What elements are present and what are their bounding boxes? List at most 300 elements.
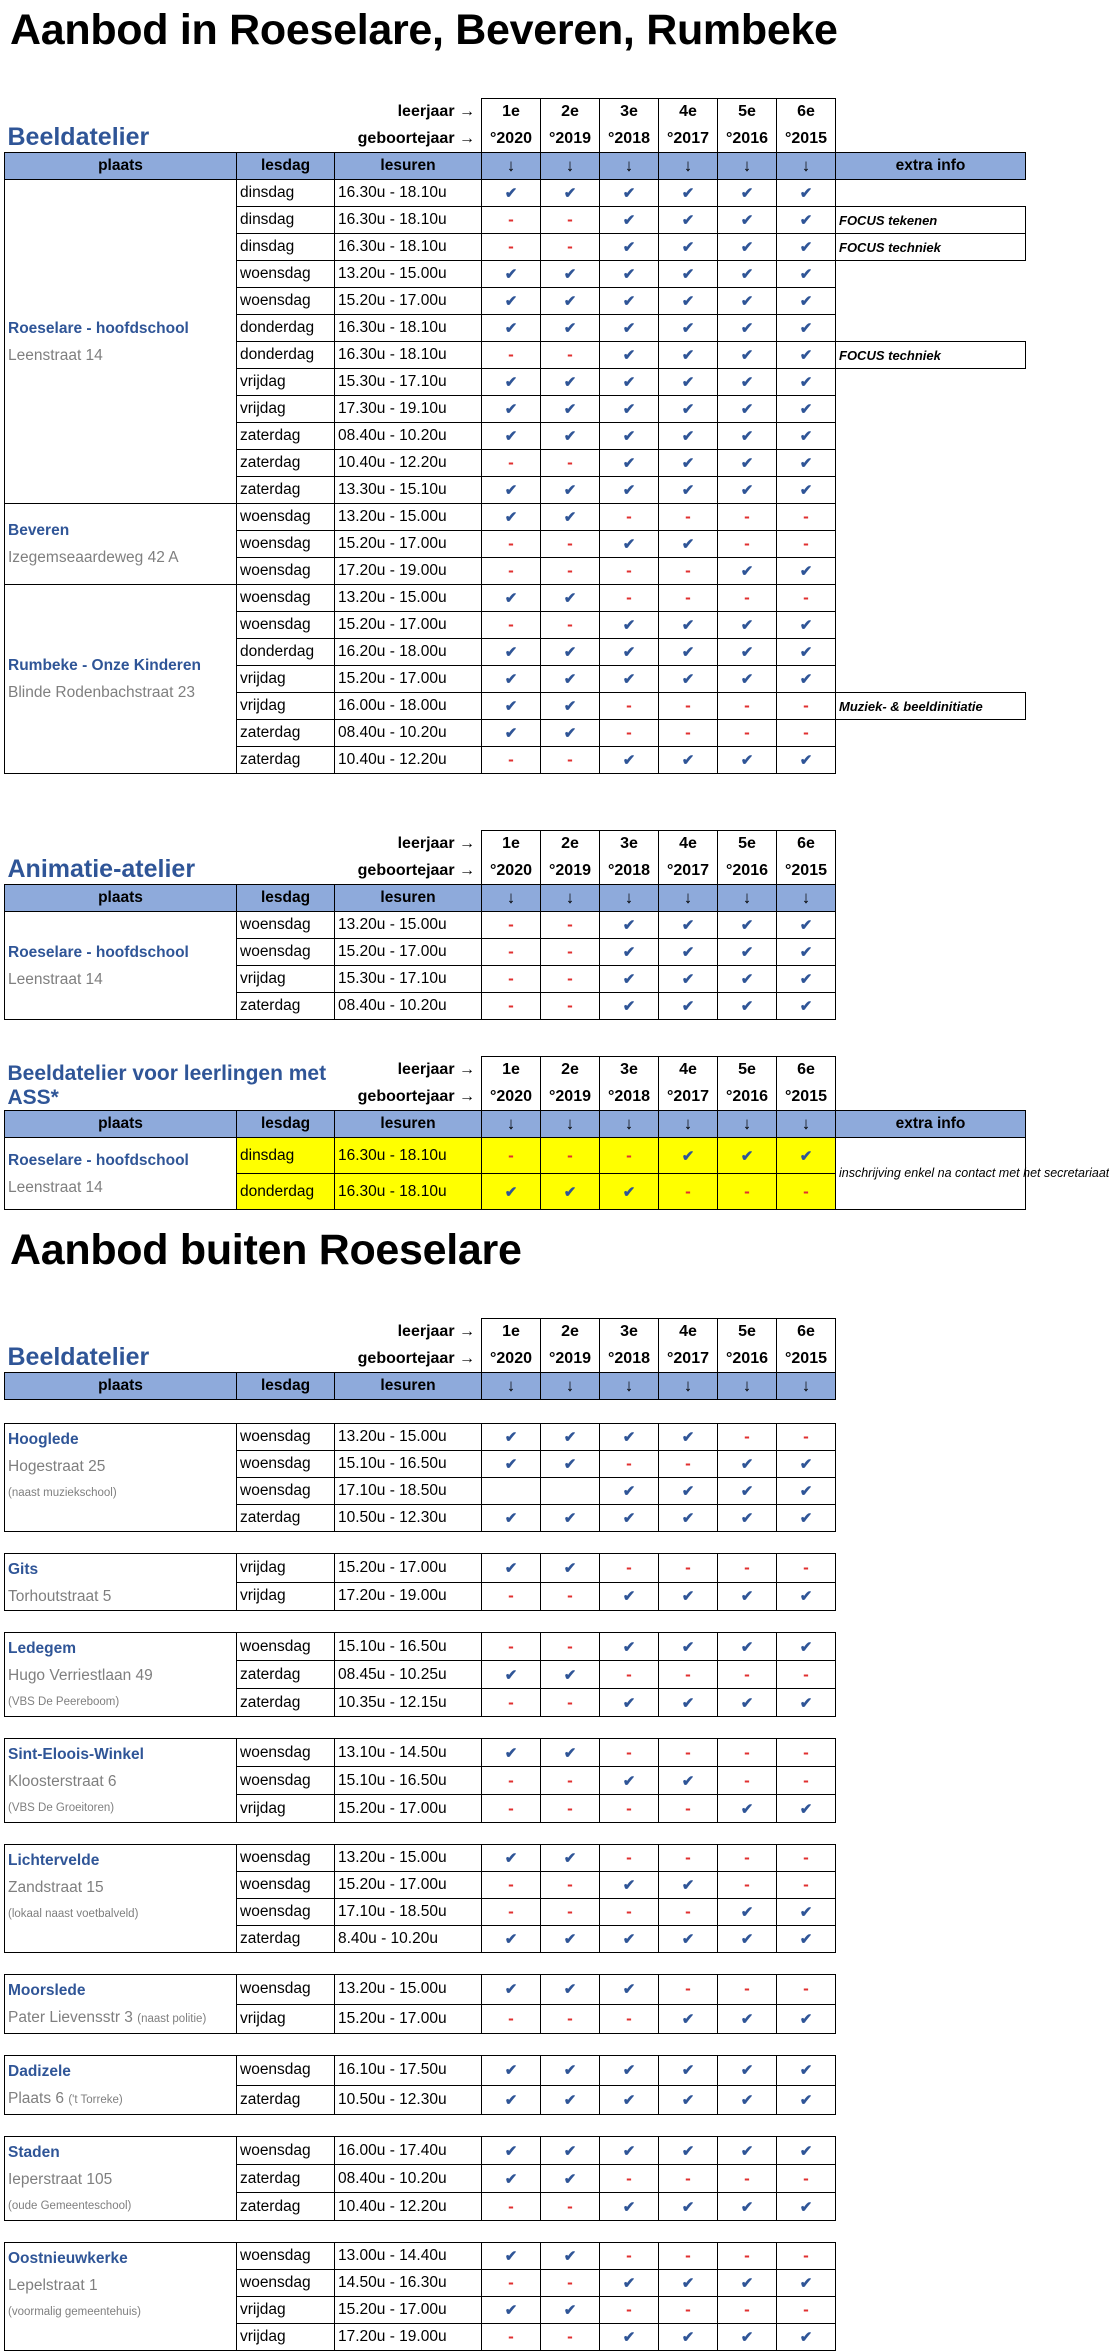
dash-mark: - [777, 693, 836, 720]
col-lesdag: lesdag [237, 885, 335, 912]
spacer [836, 396, 1026, 423]
check-icon: ✔ [659, 1424, 718, 1451]
check-icon: ✔ [541, 1174, 600, 1210]
lesdag-cell: dinsdag [237, 180, 335, 207]
check-icon: ✔ [659, 2193, 718, 2221]
dash-mark: - [482, 939, 541, 966]
spacer [836, 1899, 1026, 1926]
check-icon: ✔ [777, 315, 836, 342]
year-header: 1e [482, 99, 541, 126]
check-icon: ✔ [718, 396, 777, 423]
check-icon: ✔ [659, 1505, 718, 1532]
address-text: Izegemseaardeweg 42 A [8, 549, 179, 566]
birth-year-header: °2016 [718, 1346, 777, 1373]
arrow-down-icon: ↓ [777, 885, 836, 912]
year-header: 6e [777, 831, 836, 858]
lesdag-cell: dinsdag [237, 234, 335, 261]
address-note: (naast politie) [137, 2013, 207, 2025]
check-icon: ✔ [777, 1505, 836, 1532]
spacer [836, 885, 1026, 912]
lesuren-cell: 16.30u - 18.10u [335, 1138, 482, 1174]
year-header: 4e [659, 1057, 718, 1084]
arrow-down-icon: ↓ [482, 885, 541, 912]
location-address [8, 679, 236, 706]
dash-mark: - [600, 1795, 659, 1823]
spacer [836, 720, 1026, 747]
lesuren-cell: 16.00u - 17.40u [335, 2137, 482, 2165]
year-header: 1e [482, 1057, 541, 1084]
dash-mark: - [718, 1661, 777, 1689]
check-icon: ✔ [541, 1926, 600, 1953]
check-icon: ✔ [659, 2085, 718, 2115]
year-header: 6e [777, 1057, 836, 1084]
schedule-row [5, 504, 1026, 531]
check-icon: ✔ [777, 1633, 836, 1661]
schedule-row [5, 1739, 1026, 1767]
check-icon: ✔ [482, 1174, 541, 1210]
schedule-row [5, 2056, 1026, 2086]
dash-mark: - [659, 1899, 718, 1926]
gap [5, 1953, 1026, 1975]
dash-mark: - [541, 2270, 600, 2297]
check-icon: ✔ [718, 315, 777, 342]
check-icon: ✔ [718, 2056, 777, 2086]
lesdag-cell: zaterdag [237, 720, 335, 747]
check-icon: ✔ [659, 966, 718, 993]
check-icon: ✔ [718, 558, 777, 585]
check-icon: ✔ [600, 477, 659, 504]
check-icon: ✔ [482, 369, 541, 396]
dash-mark: - [482, 1767, 541, 1795]
location-cell [5, 2137, 237, 2221]
gap [5, 1611, 1026, 1633]
lesuren-cell: 16.30u - 18.10u [335, 234, 482, 261]
location-cell [5, 912, 237, 1020]
col-lesuren: lesuren [335, 885, 482, 912]
dash-mark: - [600, 2165, 659, 2193]
check-icon: ✔ [482, 2085, 541, 2115]
dash-mark: - [482, 1633, 541, 1661]
schedule-table [4, 830, 1026, 1020]
location-note: (voormalig gemeentehuis) [8, 2306, 141, 2318]
spacer [836, 1872, 1026, 1899]
dash-mark: - [659, 1845, 718, 1872]
check-icon: ✔ [541, 396, 600, 423]
lesuren-cell: 16.30u - 18.10u [335, 315, 482, 342]
check-icon: ✔ [659, 261, 718, 288]
schedule-table [4, 1056, 1109, 1210]
location-cell [5, 2243, 237, 2351]
check-icon: ✔ [777, 1582, 836, 1611]
check-icon: ✔ [600, 2137, 659, 2165]
year-header: 4e [659, 831, 718, 858]
check-icon: ✔ [482, 423, 541, 450]
lesuren-cell: 15.20u - 17.00u [335, 1554, 482, 1583]
location-cell [5, 1739, 237, 1823]
dash-mark: - [541, 1633, 600, 1661]
check-icon: ✔ [482, 585, 541, 612]
spacer [836, 288, 1026, 315]
dash-mark: - [777, 585, 836, 612]
location-name: Roeselare - hoofdschool [8, 1151, 189, 1169]
year-header: 4e [659, 99, 718, 126]
check-icon: ✔ [718, 1795, 777, 1823]
dash-mark: - [718, 1872, 777, 1899]
dash-mark: - [777, 1174, 836, 1210]
spacer [836, 315, 1026, 342]
dash-mark: - [482, 531, 541, 558]
location-cell [5, 1633, 237, 1717]
check-icon: ✔ [600, 2193, 659, 2221]
birth-year-header: °2016 [718, 858, 777, 885]
dash-mark: - [777, 1739, 836, 1767]
lesuren-cell: 8.40u - 10.20u [335, 1926, 482, 1953]
dash-mark: - [541, 207, 600, 234]
dash-mark: - [541, 342, 600, 369]
location-address [8, 1453, 236, 1480]
col-plaats: plaats [5, 1111, 237, 1138]
arrow-down-icon: ↓ [718, 885, 777, 912]
check-icon: ✔ [718, 261, 777, 288]
gap-row [5, 1823, 1026, 1845]
arrow-down-icon: ↓ [659, 153, 718, 180]
check-icon: ✔ [600, 180, 659, 207]
address-text: Kloosterstraat 6 [8, 1773, 117, 1790]
check-icon: ✔ [600, 288, 659, 315]
lesdag-cell: zaterdag [237, 2193, 335, 2221]
dash-mark: - [718, 585, 777, 612]
arrow-down-icon: ↓ [777, 1373, 836, 1400]
arrow-down-icon: ↓ [659, 1373, 718, 1400]
arrow-down-icon: ↓ [600, 885, 659, 912]
gap-row [5, 1611, 1026, 1633]
check-icon: ✔ [482, 288, 541, 315]
year-header: 3e [600, 831, 659, 858]
location-name: Dadizele [8, 2063, 71, 2080]
check-icon: ✔ [482, 693, 541, 720]
lesuren-cell: 13.00u - 14.40u [335, 2243, 482, 2270]
check-icon: ✔ [600, 1174, 659, 1210]
lesuren-cell: 13.20u - 15.00u [335, 261, 482, 288]
gap-row [5, 2115, 1026, 2137]
lesdag-cell: donderdag [237, 342, 335, 369]
check-icon: ✔ [600, 2056, 659, 2086]
check-icon: ✔ [541, 1424, 600, 1451]
lesdag-cell: zaterdag [237, 2165, 335, 2193]
lesdag-cell: donderdag [237, 1174, 335, 1210]
check-icon: ✔ [659, 342, 718, 369]
spacer [836, 558, 1026, 585]
check-icon: ✔ [659, 939, 718, 966]
lesdag-cell: vrijdag [237, 2324, 335, 2351]
gap-row [5, 1717, 1026, 1739]
year-header: 1e [482, 1319, 541, 1346]
dash-mark: - [659, 2243, 718, 2270]
lesuren-cell: 10.35u - 12.15u [335, 1689, 482, 1717]
dash-mark: - [659, 720, 718, 747]
location-address [8, 1583, 236, 1610]
check-icon: ✔ [482, 315, 541, 342]
arrow-down-icon: ↓ [718, 1111, 777, 1138]
spacer [836, 261, 1026, 288]
check-icon: ✔ [541, 423, 600, 450]
year-header: 5e [718, 831, 777, 858]
lesdag-cell: woensdag [237, 1975, 335, 2005]
check-icon: ✔ [541, 1505, 600, 1532]
location-name: Staden [8, 2144, 60, 2161]
check-icon: ✔ [600, 234, 659, 261]
year-header: 1e [482, 831, 541, 858]
check-icon: ✔ [777, 2324, 836, 2351]
dash-mark: - [482, 342, 541, 369]
spacer [836, 2243, 1026, 2270]
year-header: 2e [541, 1057, 600, 1084]
location-address [8, 2166, 236, 2193]
check-icon: ✔ [718, 2324, 777, 2351]
spacer [836, 1739, 1026, 1767]
check-icon: ✔ [600, 342, 659, 369]
lesuren-cell: 15.20u - 17.00u [335, 939, 482, 966]
dash-mark: - [659, 504, 718, 531]
lesdag-cell: woensdag [237, 1633, 335, 1661]
check-icon: ✔ [777, 558, 836, 585]
lesuren-cell: 15.20u - 17.00u [335, 288, 482, 315]
check-icon: ✔ [600, 396, 659, 423]
dash-mark: - [600, 2297, 659, 2324]
check-icon: ✔ [777, 1451, 836, 1478]
spacer [836, 1975, 1026, 2005]
dash-mark: - [600, 1845, 659, 1872]
check-icon: ✔ [659, 315, 718, 342]
dash-mark: - [541, 993, 600, 1020]
lesdag-cell: zaterdag [237, 1689, 335, 1717]
dash-mark: - [659, 2165, 718, 2193]
check-icon: ✔ [718, 423, 777, 450]
lesdag-cell: woensdag [237, 1478, 335, 1505]
lesdag-cell: woensdag [237, 288, 335, 315]
dash-mark: - [541, 1582, 600, 1611]
dash-mark: - [600, 1451, 659, 1478]
location-cell [5, 1138, 237, 1210]
spacer [836, 666, 1026, 693]
birth-year-header: °2019 [541, 126, 600, 153]
check-icon: ✔ [659, 1633, 718, 1661]
check-icon: ✔ [541, 369, 600, 396]
check-icon: ✔ [541, 1739, 600, 1767]
location-name: Sint-Eloois-Winkel [8, 1746, 144, 1763]
lesuren-cell: 15.20u - 17.00u [335, 1872, 482, 1899]
dash-mark: - [659, 2297, 718, 2324]
column-header-row [5, 1111, 1026, 1138]
check-icon: ✔ [777, 342, 836, 369]
lesdag-cell: woensdag [237, 531, 335, 558]
address-text: Ieperstraat 105 [8, 2171, 113, 2188]
spacer [836, 1451, 1026, 1478]
lesdag-cell: woensdag [237, 2243, 335, 2270]
dash-mark: - [777, 504, 836, 531]
dash-mark: - [777, 1424, 836, 1451]
check-icon: ✔ [777, 639, 836, 666]
arrow-down-icon: ↓ [600, 153, 659, 180]
lesuren-cell: 15.20u - 17.00u [335, 666, 482, 693]
gap [5, 2115, 1026, 2137]
arrow-down-icon: ↓ [482, 1373, 541, 1400]
check-icon: ✔ [659, 2324, 718, 2351]
check-icon: ✔ [777, 1926, 836, 1953]
check-icon: ✔ [600, 1582, 659, 1611]
birth-year-header: °2018 [600, 1346, 659, 1373]
dash-mark: - [541, 1767, 600, 1795]
spacer [836, 1505, 1026, 1532]
spacer [836, 2270, 1026, 2297]
dash-mark: - [482, 2324, 541, 2351]
dash-mark: - [718, 693, 777, 720]
arrow-down-icon: ↓ [777, 153, 836, 180]
dash-mark: - [482, 1689, 541, 1717]
col-plaats: plaats [5, 1373, 237, 1400]
check-icon: ✔ [659, 1138, 718, 1174]
birth-year-header: °2017 [659, 1084, 718, 1111]
col-lesdag: lesdag [237, 153, 335, 180]
extra-info: FOCUS techniek [836, 234, 1026, 261]
dash-mark: - [777, 1845, 836, 1872]
check-icon: ✔ [541, 2056, 600, 2086]
check-icon: ✔ [718, 1633, 777, 1661]
check-icon: ✔ [659, 423, 718, 450]
dash-mark: - [600, 1739, 659, 1767]
check-icon: ✔ [777, 2193, 836, 2221]
check-icon: ✔ [659, 1926, 718, 1953]
dash-mark: - [600, 1554, 659, 1583]
address-text: Blinde Rodenbachstraat 23 [8, 684, 195, 701]
lesdag-cell: woensdag [237, 261, 335, 288]
leerjaar-label: leerjaar → [397, 1323, 475, 1340]
dash-mark: - [659, 585, 718, 612]
arrow-down-icon: ↓ [541, 1111, 600, 1138]
location-name: Gits [8, 1561, 39, 1578]
page-title-buiten: Aanbod buiten Roeselare [10, 1226, 522, 1274]
check-icon: ✔ [777, 477, 836, 504]
check-icon: ✔ [659, 234, 718, 261]
check-icon: ✔ [777, 2056, 836, 2086]
col-plaats: plaats [5, 885, 237, 912]
location-note: (VBS De Groeitoren) [8, 1802, 115, 1814]
lesuren-cell: 08.40u - 10.20u [335, 2165, 482, 2193]
check-icon: ✔ [718, 2085, 777, 2115]
spacer [836, 369, 1026, 396]
address-note: ('t Torreke) [68, 2094, 123, 2106]
birth-year-header: °2016 [718, 1084, 777, 1111]
spacer [836, 639, 1026, 666]
check-icon: ✔ [482, 666, 541, 693]
spacer [836, 747, 1026, 774]
spacer [836, 2297, 1026, 2324]
check-icon: ✔ [718, 1926, 777, 1953]
dash-mark: - [541, 450, 600, 477]
address-text: Leenstraat 14 [8, 970, 103, 988]
lesuren-cell: 15.20u - 17.00u [335, 2297, 482, 2324]
check-icon: ✔ [600, 1505, 659, 1532]
arrow-down-icon: ↓ [718, 153, 777, 180]
lesdag-cell: woensdag [237, 612, 335, 639]
check-icon: ✔ [600, 2324, 659, 2351]
check-icon: ✔ [482, 1554, 541, 1583]
spacer [836, 477, 1026, 504]
check-icon: ✔ [777, 288, 836, 315]
dash-mark: - [482, 966, 541, 993]
dash-mark: - [777, 2297, 836, 2324]
col-lesdag: lesdag [237, 1111, 335, 1138]
year-header: 5e [718, 1057, 777, 1084]
birth-year-header: °2016 [718, 126, 777, 153]
arrow-down-icon: ↓ [541, 153, 600, 180]
check-icon: ✔ [718, 2137, 777, 2165]
lesuren-cell: 13.10u - 14.50u [335, 1739, 482, 1767]
dash-mark: - [482, 993, 541, 1020]
check-icon: ✔ [777, 912, 836, 939]
dash-mark: - [482, 207, 541, 234]
check-icon: ✔ [718, 2270, 777, 2297]
year-header: 3e [600, 1057, 659, 1084]
arrow-down-icon: ↓ [659, 1111, 718, 1138]
lesdag-cell: woensdag [237, 1767, 335, 1795]
section-title: Beeldatelier [7, 1343, 150, 1371]
check-icon: ✔ [600, 2270, 659, 2297]
spacer [836, 2165, 1026, 2193]
dash-mark: - [659, 1174, 718, 1210]
lesuren-cell: 16.30u - 18.10u [335, 180, 482, 207]
lesdag-cell: woensdag [237, 1899, 335, 1926]
dash-mark: - [659, 1661, 718, 1689]
check-icon: ✔ [718, 993, 777, 1020]
check-icon: ✔ [600, 369, 659, 396]
check-icon: ✔ [541, 2297, 600, 2324]
dash-mark: - [659, 558, 718, 585]
address-text: Leenstraat 14 [8, 346, 103, 364]
lesdag-cell: dinsdag [237, 207, 335, 234]
check-icon: ✔ [482, 396, 541, 423]
leerjaar-label: leerjaar → [397, 1061, 475, 1078]
spacer [836, 1057, 1026, 1084]
check-icon: ✔ [659, 912, 718, 939]
check-icon: ✔ [718, 1505, 777, 1532]
lesdag-cell: vrijdag [237, 2004, 335, 2034]
check-icon: ✔ [482, 2137, 541, 2165]
spacer [836, 993, 1026, 1020]
lesuren-cell: 17.20u - 19.00u [335, 558, 482, 585]
address-text: Plaats 6 [8, 2090, 65, 2107]
spacer [836, 585, 1026, 612]
check-icon: ✔ [541, 639, 600, 666]
check-icon: ✔ [659, 639, 718, 666]
location-address [8, 342, 236, 369]
check-icon: ✔ [541, 1554, 600, 1583]
lesuren-cell: 17.30u - 19.10u [335, 396, 482, 423]
dash-mark: - [541, 1689, 600, 1717]
location-note: (VBS De Peereboom) [8, 1696, 120, 1708]
dash-mark: - [777, 1767, 836, 1795]
spacer [836, 1346, 1026, 1373]
dash-mark: - [718, 2165, 777, 2193]
dash-mark: - [482, 1582, 541, 1611]
check-icon: ✔ [600, 993, 659, 1020]
check-icon: ✔ [482, 2297, 541, 2324]
check-icon: ✔ [482, 1451, 541, 1478]
check-icon: ✔ [482, 1845, 541, 1872]
check-icon: ✔ [777, 966, 836, 993]
location-cell [5, 1424, 237, 1532]
check-icon: ✔ [659, 450, 718, 477]
